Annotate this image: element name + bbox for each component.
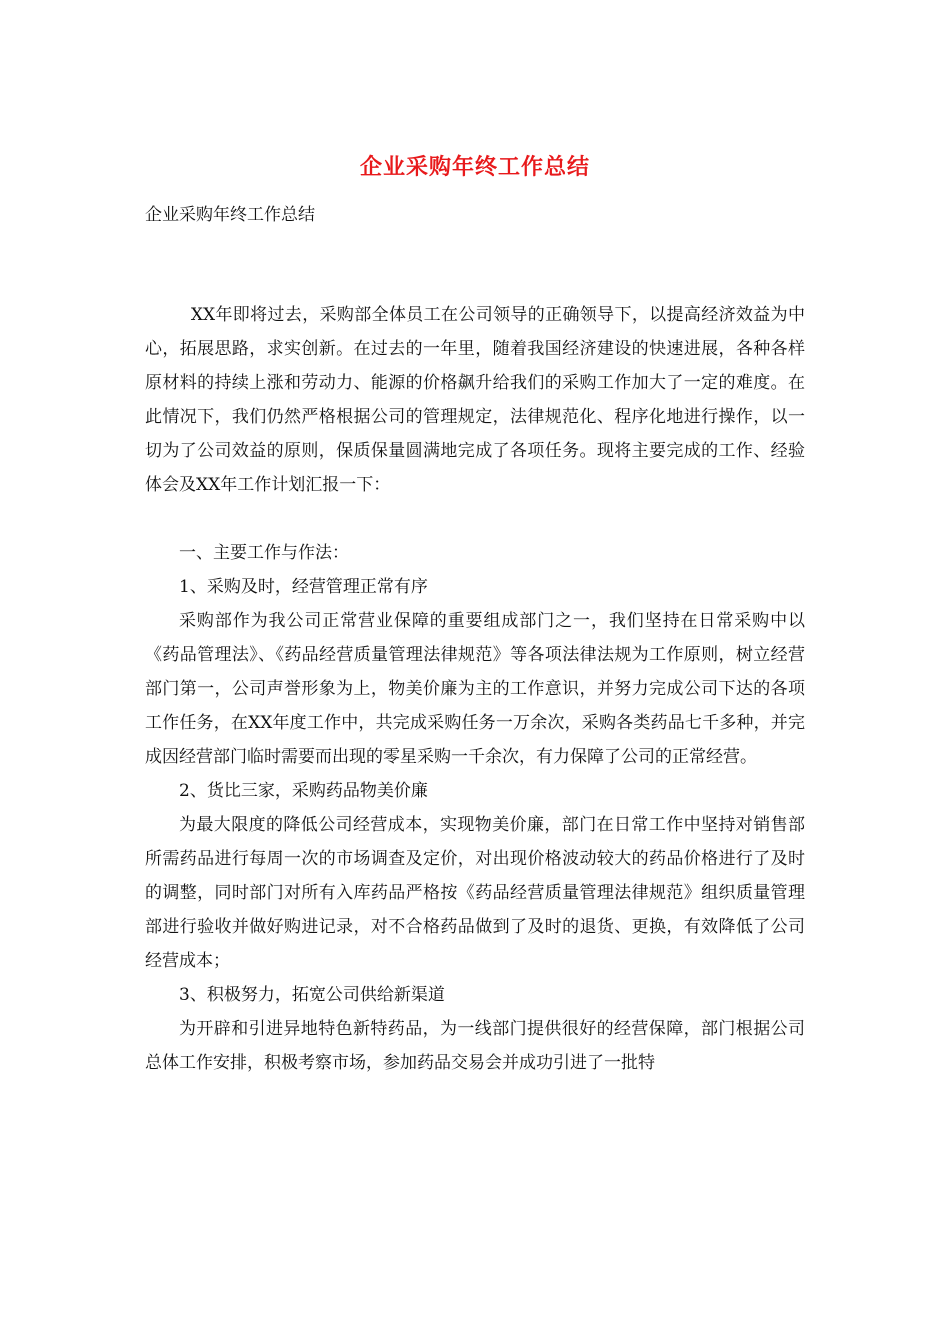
paragraph: 为开辟和引进异地特色新特药品，为一线部门提供很好的经营保障，部门根据公司总体工作安排，积极考察市场，参加药品交易会并成功引进了一批特 [145,1019,805,1073]
document-title: 企业采购年终工作总结 [359,154,590,180]
subsection-heading: 1、采购及时，经营管理正常有序 [179,577,428,597]
paragraph-spacer [145,502,805,536]
section-heading: 一、主要工作与作法： [179,543,349,563]
document-subtitle: 企业采购年终工作总结 [145,205,315,225]
paragraph: 为最大限度的降低公司经营成本，实现物美价廉，部门在日常工作中坚持对销售部所需药品进行每周一次的市场调查及定价，对出现价格波动较大的药品价格进行了及时的调整，同时部门对所有入库药品严格按《药品经营质量管理法律规范》组织质量管理部进行验收并做好购进记录，对不合格药品做到了及时的退货、更换，有效降低了公司经营成本； [145,815,805,971]
subsection-heading: 2、货比三家，采购药品物美价廉 [179,781,428,801]
paragraph-intro: XX年即将过去，采购部全体员工在公司领导的正确领导下，以提高经济效益为中心，拓展思路，求实创新。在过去的一年里，随着我国经济建设的快速进展，各种各样原材料的持续上涨和劳动力、能源的价格飙升给我们的采购工作加大了一定的难度。在此情况下，我们仍然严格根据公司的管理规定，法律规范化、程序化地进行操作，以一切为了公司效益的原则，保质保量圆满地完成了各项任务。现将主要完成的工作、经验体会及XX年工作计划汇报一下： [145,305,805,495]
subsection-heading: 3、积极努力，拓宽公司供给新渠道 [179,985,445,1005]
paragraph: 采购部作为我公司正常营业保障的重要组成部门之一，我们坚持在日常采购中以《药品管理法》、《药品经营质量管理法律规范》等各项法律法规为工作原则，树立经营部门第一，公司声誉形象为上，物美价廉为主的工作意识，并努力完成公司下达的各项工作任务，在XX年度工作中，共完成采购任务一万余次，采购各类药品七千多种，并完成因经营部门临时需要而出现的零星采购一千余次，有力保障了公司的正常经营。 [145,611,805,767]
document-body [145,298,805,1080]
